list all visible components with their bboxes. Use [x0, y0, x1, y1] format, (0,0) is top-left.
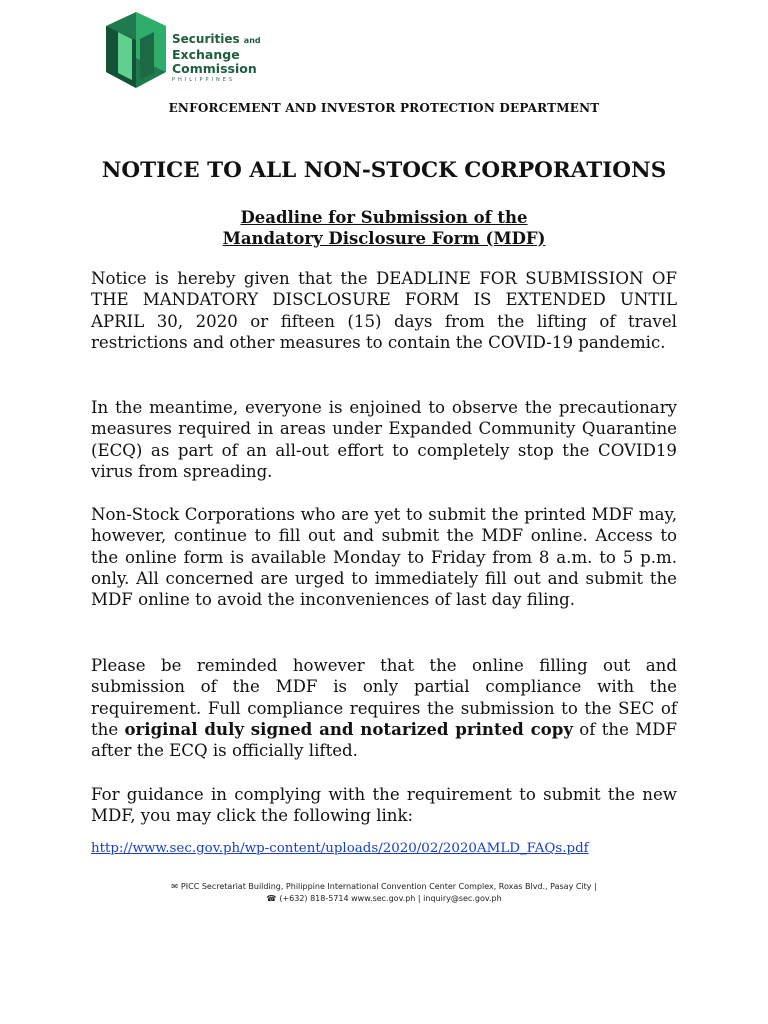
subtitle-line-1: Deadline for Submission of the [240, 208, 528, 227]
compliance-text-bold: original duly signed and notarized printed copy [124, 718, 573, 739]
logo-line-3: Commission [172, 61, 257, 76]
subtitle-line-2: Mandatory Disclosure Form (MDF) [222, 229, 546, 248]
compliance-text-before: Please be reminded however that the online filling out and submission of the MDF is only partial compliance with the requirement. Full compliance requires the submission to the SEC of the [91, 656, 677, 739]
paragraph-deadline-extension: Notice is hereby given that the DEADLINE FOR SUBMISSION OF THE MANDATORY DISCLOSURE FORM IS EXTENDED UNTIL APRIL 30, 2020 or fifteen (15) days from the lifting of travel restrictions and other measures to contain the COVID-19 pandemic. [91, 269, 677, 352]
paragraph-online-submission: Non-Stock Corporations who are yet to submit the printed MDF may, however, continue to fill out and submit the MDF online. Access to the online form is available Monday to Friday from 8 a.m. to 5 p.m. only. All concerned are urged to immediately fill out and submit the MDF online to avoid the inconveniences of last day filing. [91, 505, 677, 610]
footer-address-line [0, 881, 768, 893]
logo-line-1-and: and [243, 36, 261, 45]
subtitle [0, 207, 768, 249]
sec-logo [104, 10, 274, 90]
footer-address: PICC Secretariat Building, Philippine International Convention Center Complex, Roxas Blvd., Pasay City | [180, 882, 597, 891]
page-title: NOTICE TO ALL NON-STOCK CORPORATIONS [101, 158, 667, 183]
faq-pdf-link[interactable]: http://www.sec.gov.ph/wp-content/uploads/2020/02/2020AMLD_FAQs.pdf [91, 841, 589, 856]
phone-icon: ☎ [266, 894, 277, 903]
sec-logo-mark-icon [104, 10, 168, 90]
footer-contact-line [0, 893, 768, 905]
logo-line-4: PHILIPPINES [172, 77, 236, 83]
sec-logo-text [172, 32, 261, 84]
compliance-text-after: of the MDF after the ECQ is officially lifted. [91, 719, 677, 761]
envelope-icon: ✉ [171, 882, 178, 891]
logo-line-2: Exchange [172, 47, 240, 62]
paragraph-precautionary-measures: In the meantime, everyone is enjoined to observe the precautionary measures required in areas under Expanded Community Quarantine (ECQ) as part of an all-out effort to completely stop the COVID19 virus from spreading. [91, 398, 677, 481]
logo-line-1: Securities [172, 32, 240, 46]
footer [0, 881, 768, 905]
paragraph-full-compliance [91, 655, 677, 761]
department-heading: ENFORCEMENT AND INVESTOR PROTECTION DEPARTMENT [168, 101, 600, 115]
paragraph-guidance: For guidance in complying with the requirement to submit the new MDF, you may click the following link: [91, 785, 677, 826]
footer-contact: (+632) 818-5714 www.sec.gov.ph | inquiry@sec.gov.ph [279, 894, 502, 903]
